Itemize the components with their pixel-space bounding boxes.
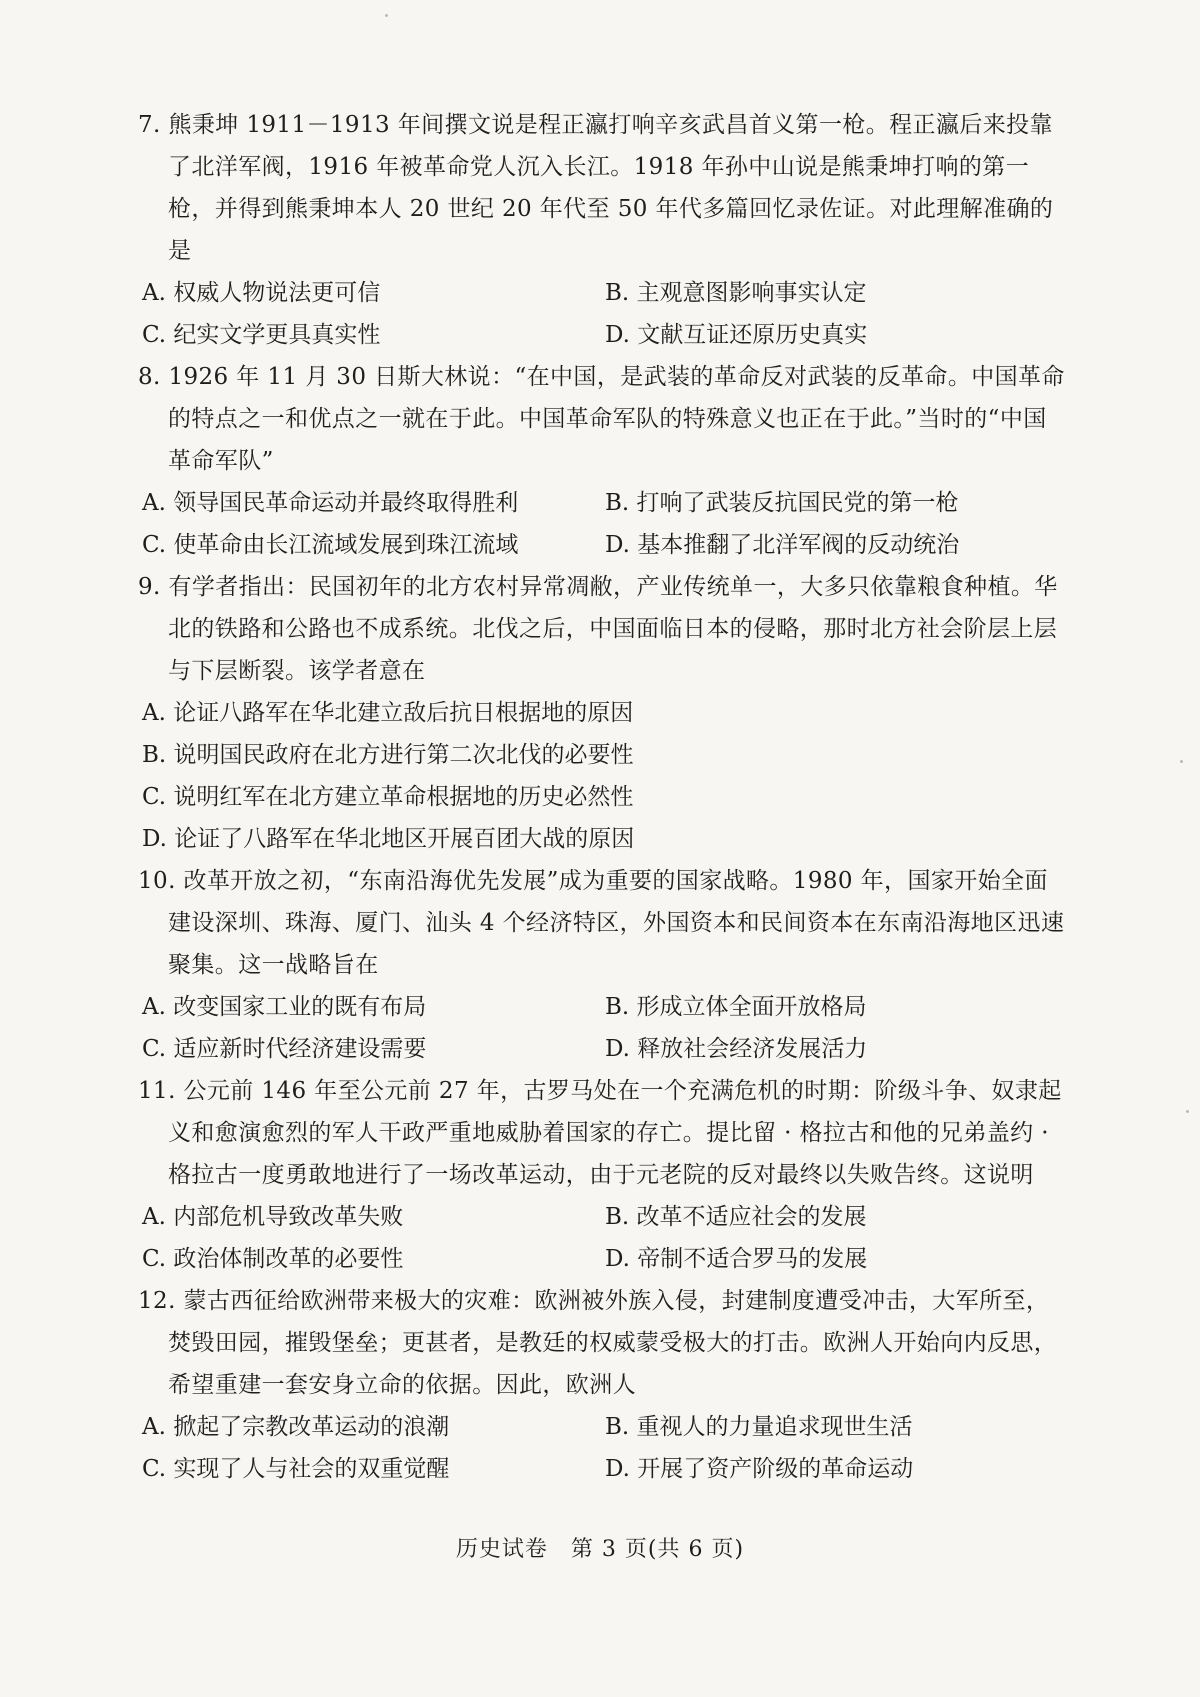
option-a: A. 掀起了宗教改革运动的浪潮 <box>142 1414 450 1440</box>
option-d: D. 帝制不适合罗马的发展 <box>605 1246 868 1272</box>
option-a: A. 领导国民革命运动并最终取得胜利 <box>142 490 519 516</box>
option-b: B. 改革不适应社会的发展 <box>605 1204 867 1230</box>
options <box>138 1196 1068 1280</box>
options <box>138 986 1068 1070</box>
option-b: B. 打响了武装反抗国民党的第一枪 <box>605 490 959 516</box>
option-c: C. 实现了人与社会的双重觉醒 <box>142 1456 450 1482</box>
scan-speck <box>385 14 388 17</box>
question-stem: 7. 熊秉坤 1911－1913 年间撰文说是程正瀛打响辛亥武昌首义第一枪。程正瀛后来投靠了北洋军阀，1916 年被革命党人沉入长江。1918 年孙中山说是熊秉坤打响的第一枪，并得到熊秉坤本人 20 世纪 20 年代至 50 年代多篇回忆录佐证。对此理解准确的是 <box>138 112 1054 264</box>
option-c: C. 使革命由长江流域发展到珠江流域 <box>142 532 519 558</box>
scan-speck <box>1186 1110 1189 1113</box>
option-d: D. 论证了八路军在华北地区开展百团大战的原因 <box>142 826 635 852</box>
question-8 <box>138 356 1068 566</box>
option-a: A. 权威人物说法更可信 <box>142 280 381 306</box>
option-d: D. 基本推翻了北洋军阀的反动统治 <box>605 532 960 558</box>
question-stem: 10. 改革开放之初，“东南沿海优先发展”成为重要的国家战略。1980 年，国家开始全面建设深圳、珠海、厦门、汕头 4 个经济特区，外国资本和民间资本在东南沿海地区迅速聚集。这一战略旨在 <box>138 868 1065 978</box>
scan-speck <box>1180 760 1183 763</box>
option-a: A. 改变国家工业的既有布局 <box>142 994 427 1020</box>
options <box>138 482 1068 566</box>
options <box>138 692 1068 860</box>
option-c: C. 纪实文学更具真实性 <box>142 322 381 348</box>
question-10 <box>138 860 1068 1070</box>
question-stem: 9. 有学者指出：民国初年的北方农村异常凋敝，产业传统单一，大多只依靠粮食种植。华北的铁路和公路也不成系统。北伐之后，中国面临日本的侵略，那时北方社会阶层上层与下层断裂。该学者意在 <box>138 574 1058 684</box>
question-9 <box>138 566 1068 860</box>
option-a: A. 论证八路军在华北建立敌后抗日根据地的原因 <box>142 700 634 726</box>
question-stem: 12. 蒙古西征给欧洲带来极大的灾难：欧洲被外族入侵，封建制度遭受冲击，大军所至，焚毁田园，摧毁堡垒；更甚者，是教廷的权威蒙受极大的打击。欧洲人开始向内反思，希望重建一套安身立命的依据。因此，欧洲人 <box>138 1288 1058 1398</box>
option-c: C. 适应新时代经济建设需要 <box>142 1036 427 1062</box>
page-footer: 历史试卷 第 3 页(共 6 页) <box>455 1537 745 1562</box>
option-b: B. 重视人的力量追求现世生活 <box>605 1414 913 1440</box>
option-d: D. 开展了资产阶级的革命运动 <box>605 1456 914 1482</box>
option-c: C. 说明红军在北方建立革命根据地的历史必然性 <box>142 784 634 810</box>
question-list <box>138 104 1068 1490</box>
option-c: C. 政治体制改革的必要性 <box>142 1246 404 1272</box>
options <box>138 272 1068 356</box>
option-d: D. 文献互证还原历史真实 <box>605 322 868 348</box>
option-b: B. 主观意图影响事实认定 <box>605 280 867 306</box>
question-stem: 8. 1926 年 11 月 30 日斯大林说：“在中国，是武装的革命反对武装的反革命。中国革命的特点之一和优点之一就在于此。中国革命军队的特殊意义也正在于此。”当时的“中国革命军队” <box>138 364 1065 474</box>
option-b: B. 形成立体全面开放格局 <box>605 994 867 1020</box>
option-d: D. 释放社会经济发展活力 <box>605 1036 868 1062</box>
option-a: A. 内部危机导致改革失败 <box>142 1204 404 1230</box>
options <box>138 1406 1068 1490</box>
question-7 <box>138 104 1068 356</box>
option-b: B. 说明国民政府在北方进行第二次北伐的必要性 <box>142 742 634 768</box>
question-stem: 11. 公元前 146 年至公元前 27 年，古罗马处在一个充满危机的时期：阶级斗争、奴隶起义和愈演愈烈的军人干政严重地威胁着国家的存亡。提比留 · 格拉古和他的兄弟盖约 · 格拉古一度勇敢地进行了一场改革运动，由于元老院的反对最终以失败告终。这说明 <box>138 1078 1062 1188</box>
question-12 <box>138 1280 1068 1490</box>
question-11 <box>138 1070 1068 1280</box>
